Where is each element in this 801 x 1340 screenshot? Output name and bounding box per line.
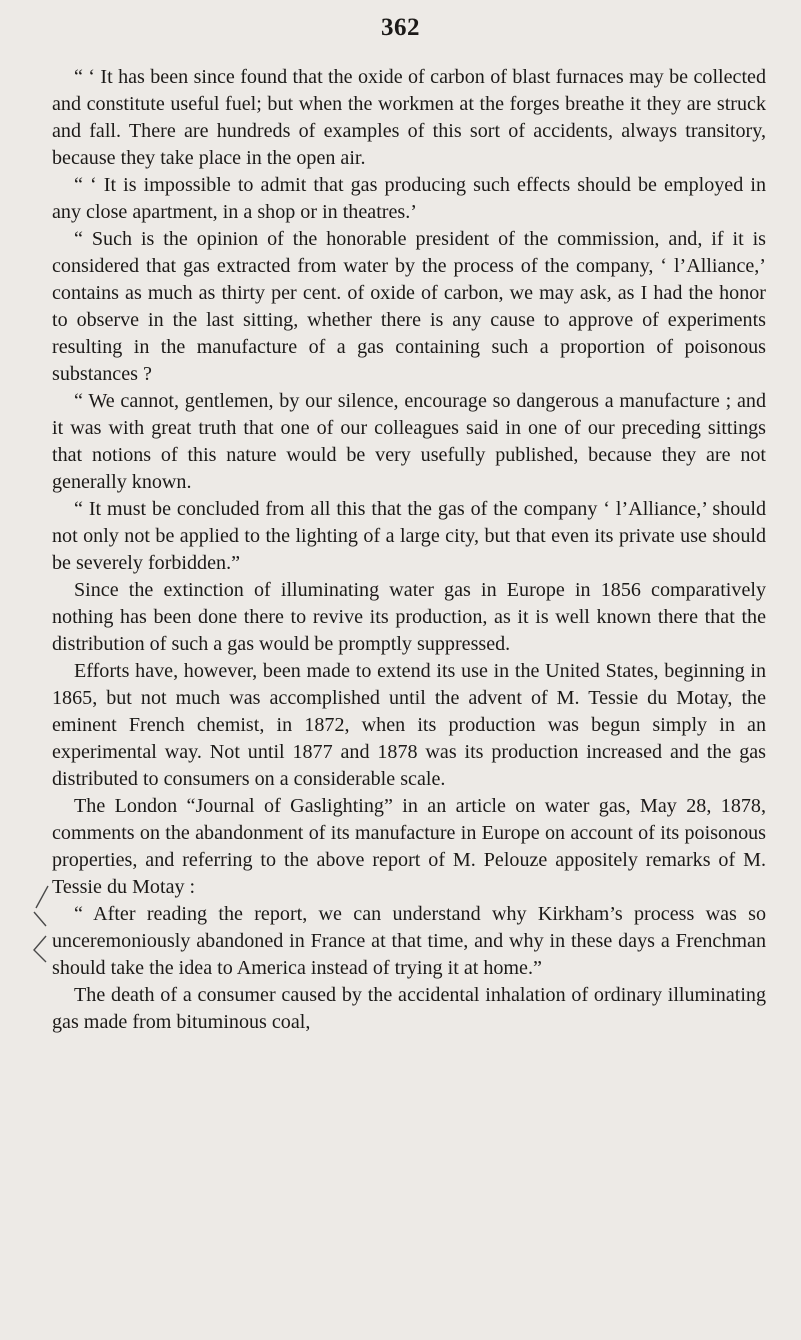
pencil-margin-mark xyxy=(26,882,56,966)
paragraph-6: Since the extinction of illuminating water gas in Europe in 1856 comparatively nothing has been done there to revive its production, as it is well known there that the distribution of such a gas would be promptly suppressed. xyxy=(52,579,766,655)
paragraph-3: “ Such is the opinion of the honorable president of the commission, and, if it is considered that gas extracted from water by the process of the company, ‘ l’Alliance,’ contains as much as thirty per cent. of oxide of carbon, we may ask, as I had the honor to observe in the last sitting, whether there is any cause to approve of experiments resulting in the manufacture of a gas containing such a proportion of poisonous substances ? xyxy=(52,228,766,385)
paragraph-8: The London “Journal of Gaslighting” in an article on water gas, May 28, 1878, comments on the abandonment of its manufacture in Europe on account of its poisonous properties, and referring to the above report of M. Pelouze appositely remarks of M. Tessie du Motay : xyxy=(52,795,766,898)
paragraph-9: “ After reading the report, we can understand why Kirkham’s process was so unceremoniously abandoned in France at that time, and why in these days a Frenchman should take the idea to America instead of trying it at home.” xyxy=(52,903,766,979)
page-number: 362 xyxy=(381,14,420,41)
paragraph-10: The death of a consumer caused by the accidental inhalation of ordinary illuminating gas made from bituminous coal, xyxy=(52,984,766,1033)
paragraph-4: “ We cannot, gentlemen, by our silence, encourage so dangerous a manufacture ; and it was with great truth that one of our colleagues said in one of our preceding sittings that notions of this nature would be very usefully published, because they are not generally known. xyxy=(52,390,766,493)
paragraph-2: “ ‘ It is impossible to admit that gas producing such effects should be employed in any close apartment, in a shop or in theatres.’ xyxy=(52,174,766,223)
body-text xyxy=(52,64,766,1036)
paragraph-5: “ It must be concluded from all this that the gas of the company ‘ l’Alliance,’ should not only not be applied to the lighting of a large city, but that even its private use should be severely forbidden.” xyxy=(52,498,766,574)
paragraph-1: “ ‘ It has been since found that the oxide of carbon of blast furnaces may be collected and constitute useful fuel; but when the workmen at the forges breathe it they are struck and fall. There are hundreds of examples of this sort of accidents, always transitory, because they take place in the open air. xyxy=(52,66,766,169)
paragraph-7: Efforts have, however, been made to extend its use in the United States, beginning in 1865, but not much was accomplished until the advent of M. Tessie du Motay, the eminent French chemist, in 1872, when its production was begun simply in an experimental way. Not until 1877 and 1878 was its production increased and the gas distributed to consumers on a considerable scale. xyxy=(52,660,766,790)
